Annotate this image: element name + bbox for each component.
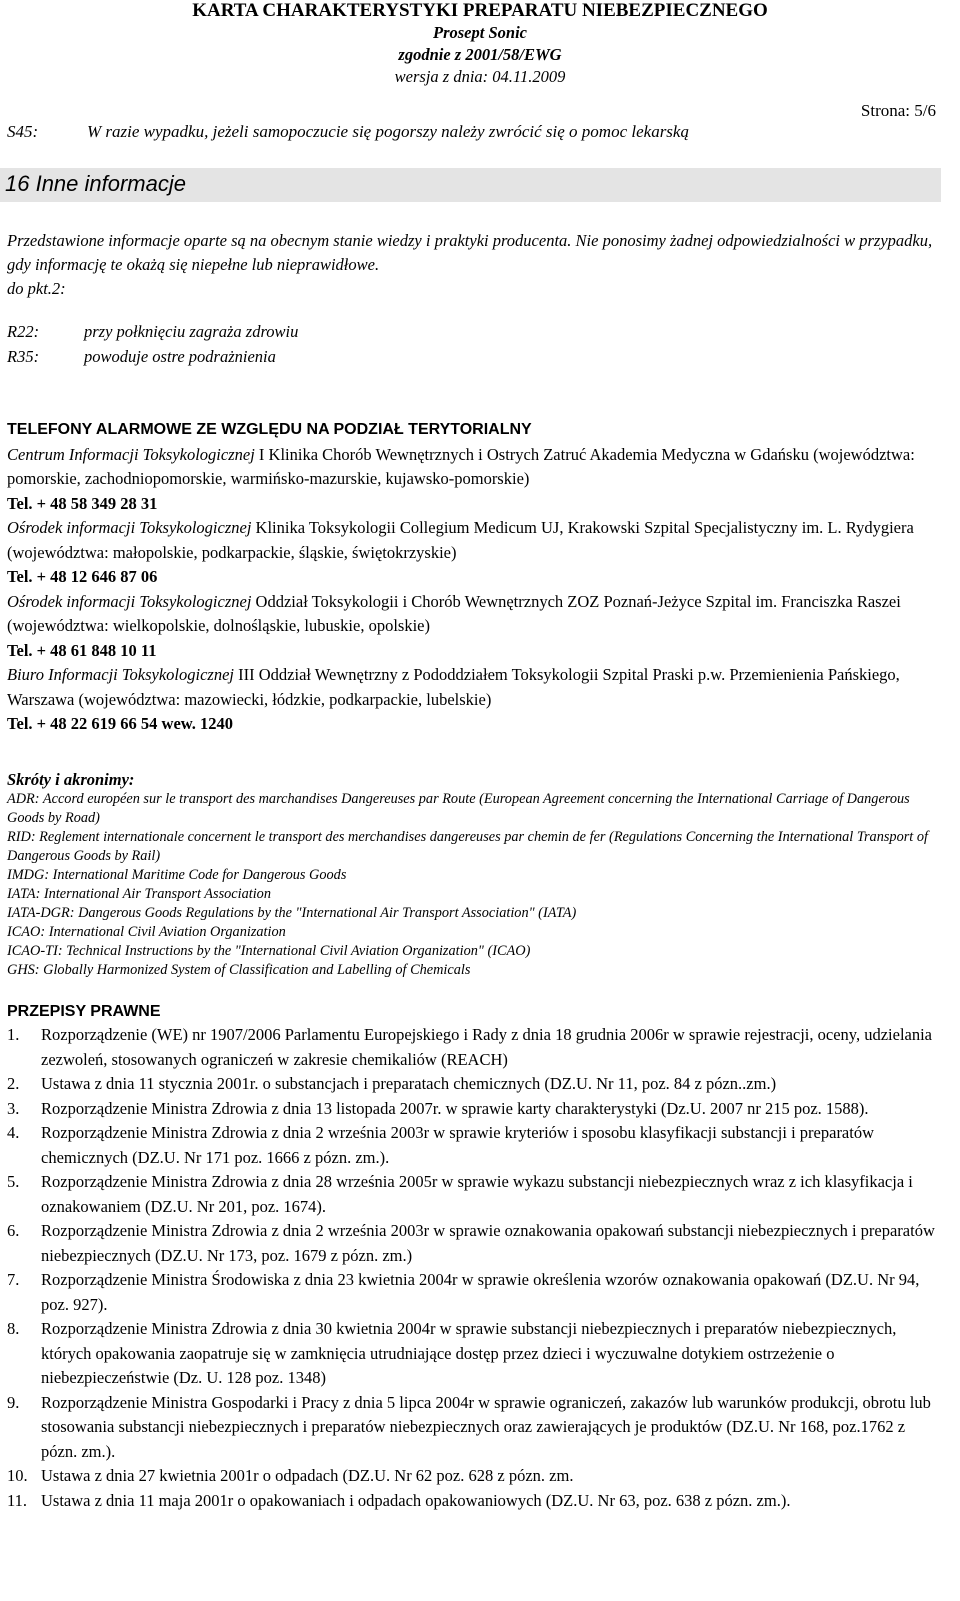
r-phrase-code: R22: [7, 322, 40, 341]
center-entry [7, 516, 942, 565]
document-header [0, 0, 960, 88]
abbreviation-item: IMDG: International Maritime Code for Dangerous Goods [7, 867, 347, 883]
legal-item [7, 1489, 942, 1514]
center-details: Klinika Toksykologii Collegium Medicum UJ, Krakowski Szpital Specjalistyczny im. L. Rydygiera (województwa: małopolskie, podkarpackie, śląskie, świętokrzyskie) [7, 518, 914, 562]
abbreviation-item: GHS: Globally Harmonized System of Classification and Labelling of Chemicals [7, 962, 471, 978]
legal-item-number: 5. [7, 1172, 20, 1191]
document-title: KARTA CHARAKTERYSTYKI PREPARATU NIEBEZPIECZNEGO [192, 0, 768, 21]
s45-text: W razie wypadku, jeżeli samopoczucie się pogorszy należy zwrócić się o pomoc lekarską [87, 122, 689, 141]
page-number: Strona: 5/6 [860, 101, 936, 120]
abbreviation-item: ICAO-TI: Technical Instructions by the "International Civil Aviation Organization" (ICAO) [7, 943, 531, 959]
legal-item-text: Rozporządzenie Ministra Zdrowia z dnia 28 września 2005r w sprawie wykazu substancji niebezpiecznych wraz z ich klasyfikacja i oznakowaniem (DZ.U. Nr 201, poz. 1674). [41, 1172, 913, 1216]
center-entry [7, 590, 942, 639]
legal-item [7, 1464, 942, 1489]
legal-item-number: 10. [7, 1466, 28, 1485]
legal-item-text: Ustawa z dnia 11 maja 2001r o opakowaniach i odpadach opakowaniowych (DZ.U. Nr 63, poz. 638 z pózn. zm.). [41, 1490, 791, 1510]
legal-item-number: 2. [7, 1074, 20, 1093]
legal-item-text: Rozporządzenie Ministra Zdrowia z dnia 2 września 2003r w sprawie oznakowania opakowań substancji niebezpiecznych i preparatów niebezpiecznych (DZ.U. Nr 173, poz. 1679 z pózn. zm.) [41, 1221, 935, 1265]
legal-item [7, 1268, 942, 1317]
legal-item-number: 6. [7, 1221, 20, 1240]
abbreviation-item: IATA: International Air Transport Association [7, 886, 271, 902]
center-phone: Tel. + 48 61 848 10 11 [7, 640, 157, 660]
r-phrase-text: powoduje ostre podrażnienia [84, 347, 276, 366]
center-details: I Klinika Chorób Wewnętrznych i Ostrych Zatruć Akademia Medyczna w Gdańsku (województwa: pomorskie, zachodniopomorskie, warmińsko-mazurskie, kujawsko-pomorskie) [7, 444, 915, 488]
center-phone: Tel. + 48 12 646 87 06 [7, 567, 158, 586]
legal-item-number: 7. [7, 1270, 20, 1289]
section-title: 16 Inne informacje [5, 171, 186, 196]
legal-item [7, 1072, 942, 1097]
legal-item-text: Rozporządzenie Ministra Zdrowia z dnia 13 listopada 2007r. w sprawie karty charakterystyki (Dz.U. 2007 nr 215 poz. 1588). [41, 1098, 869, 1118]
legal-item-text: Rozporządzenie Ministra Gospodarki i Pracy z dnia 5 lipca 2004r w sprawie ograniczeń, zakazów lub warunków produkcji, obrotu lub stosowania substancji niebezpiecznych i preparatów niebezpiecznych oraz zawierających je produktów (DZ.U. Nr 168, poz.1762 z pózn. zm.). [41, 1392, 931, 1461]
legal-list [7, 1023, 942, 1513]
legal-item-text: Ustawa z dnia 27 kwietnia 2001r o odpadach (DZ.U. Nr 62 poz. 628 z pózn. zm. [41, 1466, 574, 1485]
legal-item-number: 9. [7, 1392, 20, 1412]
center-name: Centrum Informacji Toksykologicznej [7, 444, 255, 464]
center-name: Ośrodek informacji Toksykologicznej [7, 591, 252, 611]
center-details: Oddział Toksykologii i Chorób Wewnętrznych ZOZ Poznań-Jeżyce Szpital im. Franciszka Raszei (województwa: wielkopolskie, dolnośląskie, lubuskie, opolskie) [7, 591, 901, 635]
legal-item [7, 1219, 942, 1268]
legal-item [7, 1391, 942, 1465]
version-date: wersja z dnia: 04.11.2009 [394, 67, 566, 86]
info-reference: do pkt.2: [7, 279, 66, 298]
r-phrases [7, 319, 298, 369]
legal-item [7, 1097, 942, 1122]
emergency-heading: TELEFONY ALARMOWE ZE WZGLĘDU NA PODZIAŁ TERYTORIALNY [7, 421, 532, 438]
r-phrase-text: przy połknięciu zagraża zdrowiu [84, 322, 299, 341]
abbreviations-list [7, 790, 937, 980]
abbreviation-item: IATA-DGR: Dangerous Goods Regulations by the "International Air Transport Association" (IATA) [7, 905, 577, 921]
r-phrase-code: R35: [7, 347, 40, 366]
legal-item-number: 1. [7, 1025, 20, 1044]
legal-item-text: Rozporządzenie (WE) nr 1907/2006 Parlamentu Europejskiego i Rady z dnia 18 grudnia 2006r w sprawie rejestracji, oceny, udzielania zezwoleń, stosowanych ograniczeń w zakresie chemikaliów (REACH) [41, 1025, 933, 1069]
section-heading-bar [0, 168, 941, 202]
legal-item-number: 8. [7, 1319, 20, 1338]
center-phone: Tel. + 48 22 619 66 54 wew. 1240 [7, 714, 234, 733]
legal-item-number: 4. [7, 1123, 20, 1142]
product-name: Prosept Sonic [433, 23, 527, 42]
abbreviation-item: ICAO: International Civil Aviation Organization [7, 924, 286, 940]
legal-item [7, 1121, 942, 1170]
center-entry [7, 663, 942, 712]
abbreviation-item: ADR: Accord européen sur le transport des marchandises Dangereuses par Route (European Agreement concerning the International Carriage of Dangerous Goods by Road) [7, 791, 910, 826]
compliance-note: zgodnie z 2001/58/EWG [398, 45, 562, 64]
center-name: Ośrodek informacji Toksykologicznej [7, 518, 252, 537]
legal-item-text: Rozporządzenie Ministra Zdrowia z dnia 2 września 2003r w sprawie kryteriów i sposobu klasyfikacji substancji i preparatów chemicznych (DZ.U. Nr 171 poz. 1666 z pózn. zm.). [41, 1123, 875, 1167]
legal-item-number: 3. [7, 1098, 20, 1118]
info-text: Przedstawione informacje oparte są na obecnym stanie wiedzy i praktyki producenta. Nie ponosimy żadnej odpowiedzialności w przypadku, gdy informację te okażą się niepełne lub nieprawidłowe. [7, 231, 933, 274]
abbreviation-item: RID: Reglement internationale concernent le transport des merchandises dangereuses par chemin de fer (Regulations Concerning the International Transport of Dangerous Goods by Rail) [7, 829, 928, 864]
center-entry [7, 443, 942, 492]
center-details: III Oddział Wewnętrzny z Pododdziałem Toksykologii Szpital Praski p.w. Przemienienia Pańskiego, Warszawa (województwa: mazowiecki, łódzkie, podkarpackie, lubelskie) [7, 665, 900, 709]
s45-phrase [7, 122, 689, 142]
legal-item [7, 1023, 942, 1072]
emergency-phones [7, 418, 942, 737]
info-paragraph [7, 229, 937, 301]
legal-item-text: Rozporządzenie Ministra Zdrowia z dnia 30 kwietnia 2004r w sprawie substancji niebezpiecznych i preparatów niebezpiecznych, których opakowania zaopatruje się w zamknięcia utrudniające dostęp przez dzieci i wyczuwalne dotykiem ostrzeżenie o niebezpieczeństwie (Dz. U. 128 poz. 1348) [41, 1319, 897, 1387]
legal-item-text: Ustawa z dnia 11 stycznia 2001r. o substancjach i preparatach chemicznych (DZ.U. Nr 11, poz. 84 z pózn..zm.) [41, 1074, 777, 1093]
legal-item [7, 1170, 942, 1219]
legal-title: PRZEPISY PRAWNE [7, 1003, 161, 1020]
center-phone: Tel. + 48 58 349 28 31 [7, 493, 158, 513]
legal-item-text: Rozporządzenie Ministra Środowiska z dnia 23 kwietnia 2004r w sprawie określenia wzorów oznakowania opakowań (DZ.U. Nr 94, poz. 927). [41, 1270, 920, 1314]
legal-item [7, 1317, 942, 1391]
abbreviations-title: Skróty i akronimy: [7, 770, 135, 789]
legal-item-number: 11. [7, 1490, 28, 1510]
r-phrase-row [7, 344, 298, 369]
center-name: Biuro Informacji Toksykologicznej [7, 665, 235, 684]
r-phrase-row [7, 319, 298, 344]
s45-code: S45: [7, 122, 39, 141]
